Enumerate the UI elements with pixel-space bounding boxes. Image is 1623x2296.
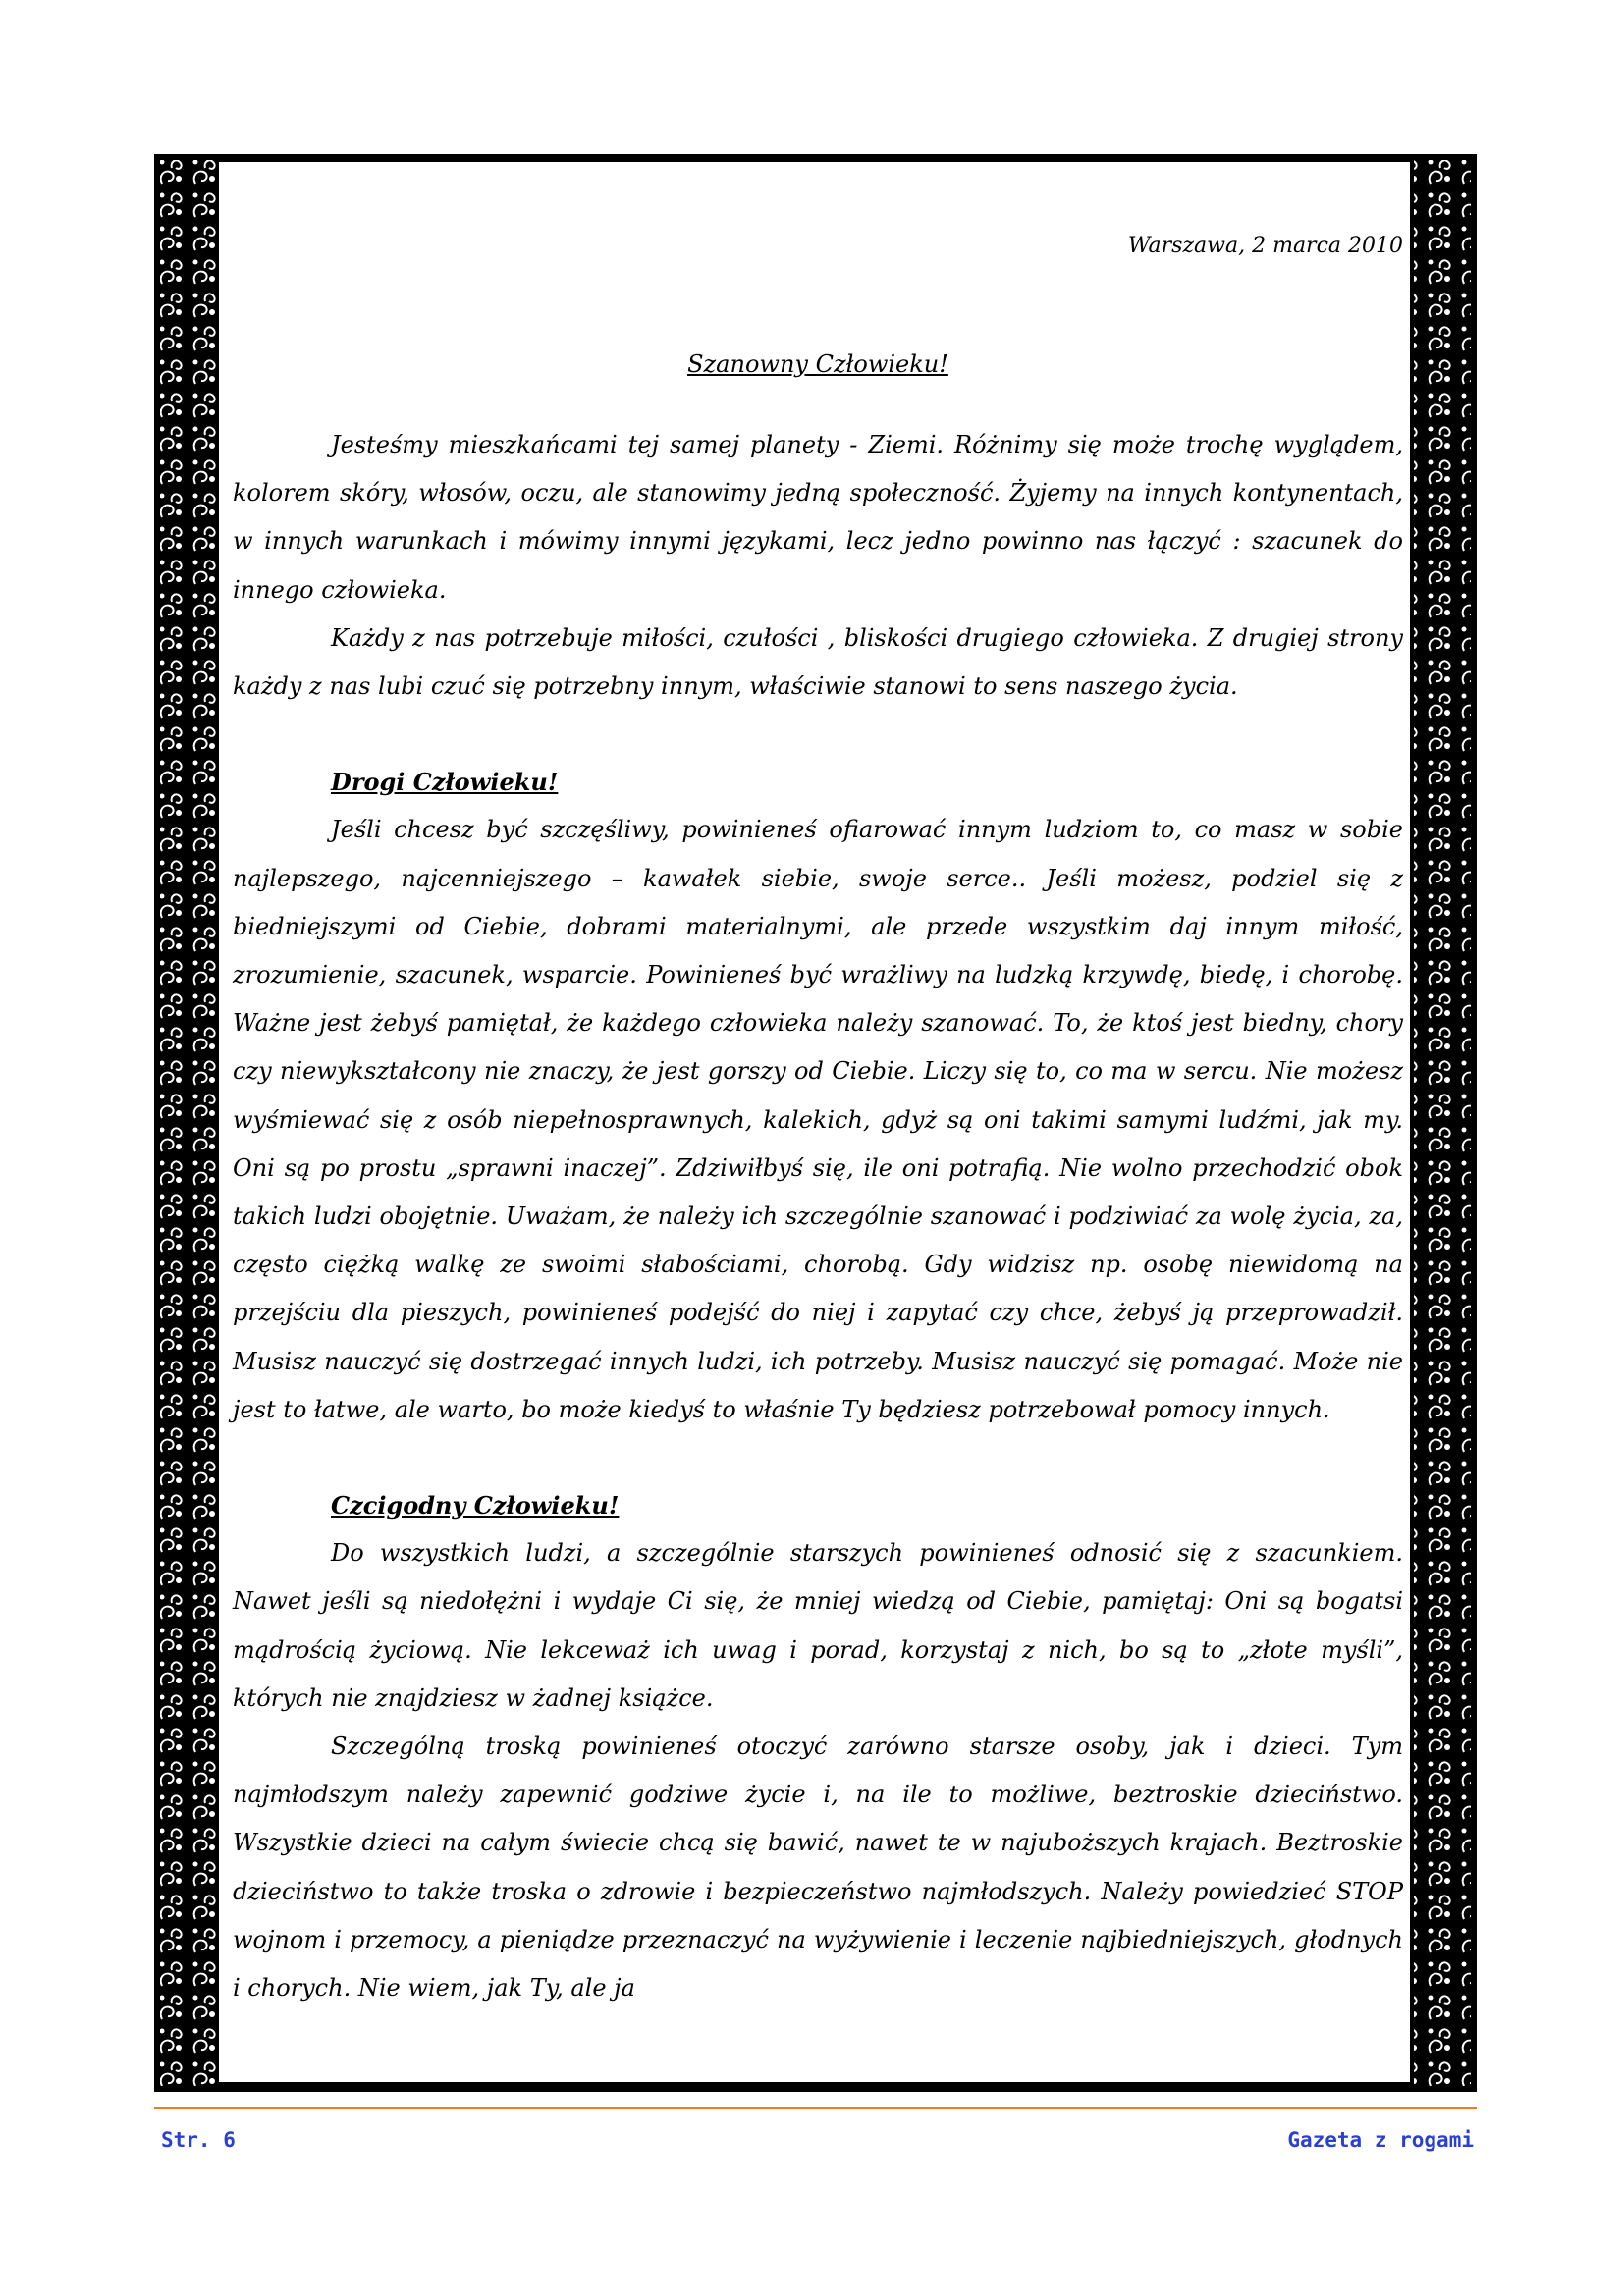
salutation-text: Szanowny Człowieku! bbox=[687, 350, 948, 378]
section-heading bbox=[233, 758, 1403, 806]
paragraph: Do wszystkich ludzi, a szczególnie starszych powinieneś odnosić się z szacunkiem. Nawet jeśli są niedołężni i wydaje Ci się, że mniej wiedzą od Ciebie, pamiętaj: Oni są bogatsi mądrością życiową. Nie lekceważ ich uwag i porad, korzystaj z nich, bo są to „złote myśli”, których nie znajdziesz w żadnej książce. bbox=[233, 1539, 1403, 1712]
section-heading-text: Drogi Człowieku! bbox=[331, 768, 559, 797]
paragraph: Jeśli chcesz być szczęśliwy, powinieneś ofiarować innym ludziom to, co masz w sobie najlepszego, najcenniejszego – kawałek siebie, swoje serce.. Jeśli możesz, podziel się z biedniejszymi od Ciebie, dobrami materialnymi, ale przede wszystkim daj innym miłość, zrozumienie, szacunek, wsparcie. Powinieneś być wrażliwy na ludzką krzywdę, biedę, i chorobę. Ważne jest żebyś pamiętał, że każdego człowieka należy szanować. To, że ktoś jest biedny, chory czy niewykształcony nie znaczy, że jest gorszy od Ciebie. Liczy się to, co ma w sercu. Nie możesz wyśmiewać się z osób niepełnosprawnych, kalekich, gdyż są oni takimi samymi ludźmi, jak my. Oni są po prostu „sprawni inaczej”. Zdziwiłbyś się, ile oni potrafią. Nie wolno przechodzić obok takich ludzi obojętnie. Uważam, że należy ich szczególnie szanować i podziwiać za wolę życia, za, często ciężką walkę ze swoimi słabościami, chorobą. Gdy widzisz np. osobę niewidomą na przejściu dla pieszych, powinieneś podejść do niej i zapytać czy chce, żebyś ją przeprowadził. Musisz nauczyć się dostrzegać innych ludzi, ich potrzeby. Musisz nauczyć się pomagać. Może nie jest to łatwe, ale warto, bo może kiedyś to właśnie Ty będziesz potrzebował pomocy innych. bbox=[233, 816, 1403, 1423]
section-2 bbox=[233, 758, 1403, 1434]
section-1 bbox=[233, 421, 1403, 711]
section-3 bbox=[233, 1481, 1403, 2012]
publication-name: Gazeta z rogami bbox=[1287, 2128, 1474, 2152]
section-heading-text: Czcigodny Człowieku! bbox=[331, 1491, 620, 1521]
dateline: Warszawa, 2 marca 2010 bbox=[1127, 234, 1403, 258]
footer-rule bbox=[154, 2107, 1477, 2109]
section-heading bbox=[233, 1481, 1403, 1529]
letter-page bbox=[219, 162, 1410, 2082]
salutation bbox=[233, 348, 1403, 380]
page-number: Str. 6 bbox=[161, 2128, 236, 2152]
ornamental-frame bbox=[154, 154, 1477, 2092]
paragraph: Szczególną troską powinieneś otoczyć zarówno starsze osoby, jak i dzieci. Tym najmłodszym należy zapewnić godziwe życie i, na ile to możliwe, beztroskie dzieciństwo. Wszystkie dzieci na całym świecie chcą się bawić, nawet te w najuboższych krajach. Beztroskie dzieciństwo to także troska o zdrowie i bezpieczeństwo najmłodszych. Należy powiedzieć STOP wojnom i przemocy, a pieniądze przeznaczyć na wyżywienie i leczenie najbiedniejszych, głodnych i chorych. Nie wiem, jak Ty, ale ja bbox=[233, 1733, 1403, 2002]
paragraph: Każdy z nas potrzebuje miłości, czułości , bliskości drugiego człowieka. Z drugiej strony każdy z nas lubi czuć się potrzebny innym, właściwie stanowi to sens naszego życia. bbox=[233, 623, 1403, 701]
letter-body bbox=[233, 172, 1403, 2012]
paragraph: Jesteśmy mieszkańcami tej samej planety - Ziemi. Różnimy się może trochę wyglądem, kolorem skóry, włosów, oczu, ale stanowimy jedną społeczność. Żyjemy na innych kontynentach, w innych warunkach i mówimy innymi językami, lecz jedno powinno nas łączyć : szacunek do innego człowieka. bbox=[233, 431, 1403, 604]
